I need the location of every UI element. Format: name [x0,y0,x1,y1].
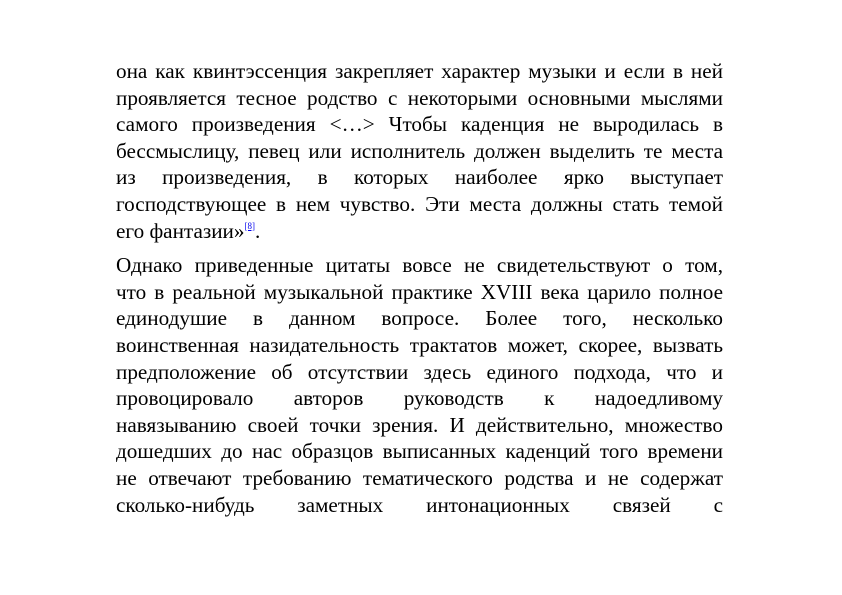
text-line-end: . [255,218,261,243]
text-line: она как квинтэссенция закрепляет характер музыки и если в ней [116,59,723,83]
text-line: воинственная назидательность трактатов может, скорее, вызвать [116,332,723,357]
text-line: господствующее в нем чувство. Эти места должны стать темой [116,191,723,216]
text-line-last [116,218,723,245]
text-line-content: его фантазии» [116,218,245,243]
text-line: из произведения, в которых наиболее ярко выступает [116,165,723,190]
paragraph-2 [116,252,723,518]
text-line: предположение об отсутствии здесь единого подхода, что и [116,359,723,384]
text-line: бессмыслицу, певец или исполнитель должен выделить те места [116,138,723,163]
text-line: проявляется тесное родство с некоторыми основными мыслями [116,85,723,110]
text-line: провоцировало авторов руководств к надоедливому [116,386,723,411]
text-line: сколько-нибудь заметных интонационных связей с [116,492,723,517]
text-block [116,58,723,518]
paragraph-1 [116,58,723,244]
text-line: Однако приведенные цитаты вовсе не свидетельствуют о том, [116,253,723,278]
text-line: единодушие в данном вопросе. Более того, несколько [116,306,723,331]
text-line: навязыванию своей точки зрения. И действительно, множество [116,412,723,437]
footnote-reference-link[interactable]: [8] [244,220,255,231]
text-line: что в реальной музыкальной практике XVIII века царило полное [116,279,723,304]
text-line: самого произведения <…> Чтобы каденция не выродилась в [116,112,723,137]
text-line: не отвечают требованию тематического родства и не содержат [116,465,723,490]
text-line: дошедших до нас образцов выписанных каденций того времени [116,439,723,464]
